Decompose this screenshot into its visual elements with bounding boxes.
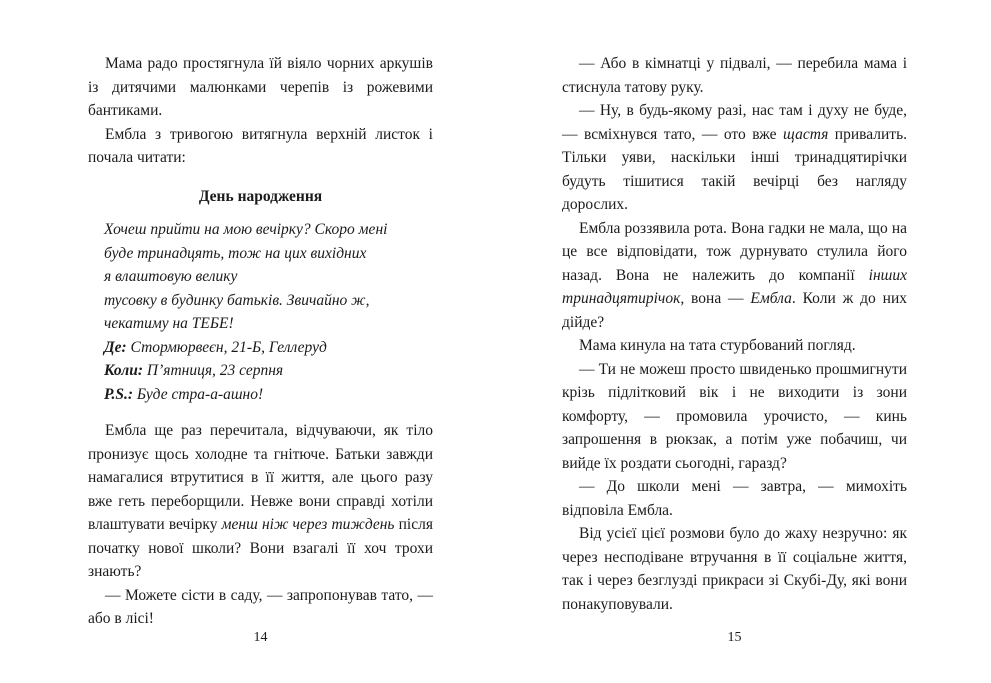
italic-run: Ембла: [750, 290, 792, 307]
invitation-line: Хочеш прийти на мою вечірку? Скоро мені: [104, 221, 388, 238]
invitation-block: [88, 218, 433, 406]
dialogue-paragraph: — До школи мені — завтра, — мимохіть відповіла Ембла.: [562, 478, 907, 519]
where-label: Де:: [104, 338, 127, 356]
paragraph: Від усієї цієї розмови було до жаху незручно: як через несподіване втручання в її соціальне життя, так і через безглузді прикраси зі Скубі-Ду, які вони понакуповували.: [562, 525, 907, 613]
dialogue-paragraph: — Можете сісти в саду, — запропонував тато, — або в лісі!: [88, 586, 433, 627]
invitation-line: чекатиму на ТЕБЕ!: [104, 315, 234, 332]
text-run: . Коли ж до них дійде?: [562, 290, 907, 331]
when-text: П’ятниця, 23 серпня: [143, 362, 284, 379]
italic-run: щастя: [782, 125, 829, 143]
italic-run: інших тринадцятирічок: [562, 266, 907, 307]
invitation-title: День народження: [198, 187, 323, 205]
invitation-line-ps: [104, 383, 433, 407]
paragraph: Мама кинула на тата стурбований погляд.: [579, 337, 856, 354]
text-run: Ембла ще раз перечитала, відчуваючи, як тіло пронизує щось холодне та гнітюче. Батьки завжди намагалися втрутитися в її життя, але цього разу вже геть переборщили. Невже вони справді хотіли влаштувати вечірку: [88, 422, 433, 533]
invitation-line: буде тринадцять, тож на цих вихідних: [104, 244, 367, 262]
page-right: [562, 52, 907, 631]
paragraph: Мама радо простягнула їй віяло чорних аркушів із дитячими малюнками черепів із рожевими бантиками.: [88, 55, 433, 119]
page-left: [88, 52, 433, 631]
invitation-line: я влаштовую велику: [104, 268, 238, 285]
page-number-right: 15: [727, 630, 742, 645]
paragraph: [562, 217, 907, 335]
ps-text: Буде стра-а-ашно!: [133, 385, 264, 403]
invitation-line-where: [104, 336, 433, 360]
dialogue-paragraph: — Ти не можеш просто швиденько прошмигнути крізь підлітковий вік і не виходити із зони комфорту, — промовила урочисто, — кинь запрошення в рюкзак, а потім уже побачиш, чи вийде їх роздати сьогодні, гаразд?: [562, 360, 907, 472]
ps-label: P.S.:: [104, 385, 134, 403]
invitation-line: тусовку в будинку батьків. Звичайно ж,: [104, 291, 370, 309]
italic-run: менш ніж через тиждень: [221, 516, 395, 533]
text-run: — Ну, в будь-якому разі, нас там і духу не буде, — всміхнувся тато, — ото вже: [562, 102, 907, 143]
text-run: після початку нової школи? Вони взагалі її хоч трохи знають?: [88, 516, 433, 580]
text-run: привалить. Тільки уяви, наскільки інші тринадцятирічки будуть тішитися такій вечірці без нагляду дорослих.: [562, 125, 908, 213]
paragraph: Ембла з тривогою витягнула верхній листок і почала читати:: [88, 125, 433, 166]
dialogue-paragraph: [562, 99, 907, 217]
dialogue-paragraph: — Або в кімнатці у підвалі, — перебила мама і стиснула татову руку.: [562, 55, 907, 96]
where-text: Стормюрвеєн, 21-Б, Геллеруд: [126, 338, 327, 356]
text-run: , вона —: [680, 290, 751, 307]
invitation-line-when: [104, 359, 433, 383]
paragraph: [88, 419, 433, 584]
page-number-left: 14: [253, 630, 268, 645]
text-run: Ембла роззявила рота. Вона гадки не мала, що на це все відповідати, тож дурнувато стулила його назад. Вона не належить до компанії: [562, 219, 907, 284]
when-label: Коли:: [104, 362, 144, 379]
